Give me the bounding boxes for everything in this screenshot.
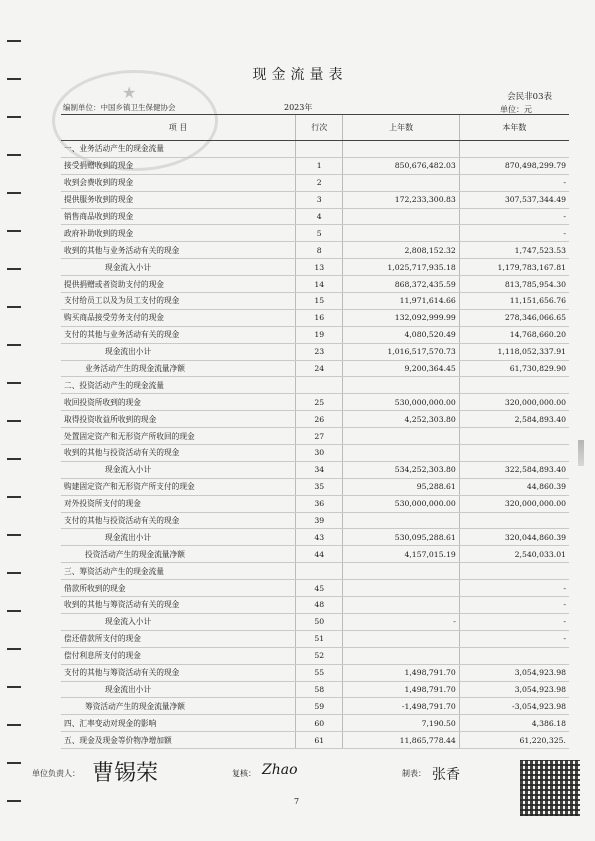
table-row xyxy=(61,191,569,208)
row-line-number: 27 xyxy=(296,428,343,445)
row-item: 偿付利息所支付的现金 xyxy=(61,647,296,664)
row-cur-amount: 320,000,000.00 xyxy=(459,495,569,512)
organization-label: 编制单位：中国乡镇卫生保健协会 xyxy=(63,103,176,112)
row-line-number: 14 xyxy=(296,276,343,293)
binding-mark xyxy=(7,572,21,574)
row-line-number xyxy=(296,141,343,158)
row-cur-amount: -3,054,923.98 xyxy=(459,698,569,715)
leader-label: 单位负责人： xyxy=(32,769,80,778)
row-line-number: 24 xyxy=(296,360,343,377)
row-line-number: 13 xyxy=(296,259,343,276)
table-row xyxy=(61,411,569,428)
row-prev-amount xyxy=(343,377,460,394)
table-row xyxy=(61,377,569,394)
row-line-number: 3 xyxy=(296,191,343,208)
binding-mark xyxy=(7,116,21,118)
binding-mark xyxy=(7,686,21,688)
row-prev-amount: 530,000,000.00 xyxy=(343,495,460,512)
row-prev-amount xyxy=(343,225,460,242)
row-prev-amount: 4,080,520.49 xyxy=(343,326,460,343)
row-prev-amount: 4,157,015.19 xyxy=(343,546,460,563)
binding-mark xyxy=(7,610,21,612)
table-row xyxy=(61,293,569,310)
row-item: 收到的其他与业务活动有关的现金 xyxy=(61,242,296,259)
row-cur-amount: 61,730,829.90 xyxy=(459,360,569,377)
row-item: 支付给员工以及为员工支付的现金 xyxy=(61,293,296,310)
table-row xyxy=(61,664,569,681)
table-row xyxy=(61,630,569,647)
row-line-number: 23 xyxy=(296,343,343,360)
table-row xyxy=(61,546,569,563)
row-cur-amount xyxy=(459,445,569,462)
row-item: 四、汇率变动对现金的影响 xyxy=(61,715,296,732)
row-cur-amount xyxy=(459,647,569,664)
row-line-number: 52 xyxy=(296,647,343,664)
binding-mark xyxy=(7,762,21,764)
scan-artifact xyxy=(578,440,584,466)
row-prev-amount xyxy=(343,580,460,597)
table-row xyxy=(61,698,569,715)
row-line-number: 50 xyxy=(296,613,343,630)
report-year: 2023年 xyxy=(284,103,313,112)
binding-mark xyxy=(7,458,21,460)
row-item: 偿还借款所支付的现金 xyxy=(61,630,296,647)
table-row xyxy=(61,174,569,191)
table-row xyxy=(61,276,569,293)
column-header-line: 行次 xyxy=(296,115,343,141)
row-prev-amount xyxy=(343,597,460,614)
table-row xyxy=(61,478,569,495)
row-prev-amount: 132,092,999.99 xyxy=(343,309,460,326)
row-cur-amount: 813,785,954.30 xyxy=(459,276,569,293)
row-prev-amount: - xyxy=(343,613,460,630)
row-item: 筹资活动产生的现金流量净额 xyxy=(61,698,296,715)
row-item: 接受捐赠收到的现金 xyxy=(61,157,296,174)
binding-mark xyxy=(7,344,21,346)
row-line-number: 55 xyxy=(296,664,343,681)
row-prev-amount: 11,865,778.44 xyxy=(343,732,460,749)
row-cur-amount: 1,179,783,167.81 xyxy=(459,259,569,276)
column-header-prev: 上年数 xyxy=(343,115,460,141)
cash-flow-table xyxy=(61,114,569,749)
row-cur-amount: 4,386.18 xyxy=(459,715,569,732)
row-line-number: 39 xyxy=(296,512,343,529)
row-cur-amount: 14,768,660.20 xyxy=(459,326,569,343)
row-item: 一、业务活动产生的现金流量 xyxy=(61,141,296,158)
row-cur-amount: - xyxy=(459,208,569,225)
row-prev-amount: 530,000,000.00 xyxy=(343,394,460,411)
row-line-number: 58 xyxy=(296,681,343,698)
row-cur-amount: 3,054,923.98 xyxy=(459,664,569,681)
table-row xyxy=(61,495,569,512)
row-cur-amount: 61,220,325. xyxy=(459,732,569,749)
row-line-number: 34 xyxy=(296,461,343,478)
row-cur-amount: - xyxy=(459,225,569,242)
row-prev-amount: 4,252,303.80 xyxy=(343,411,460,428)
binding-mark xyxy=(7,648,21,650)
table-row xyxy=(61,597,569,614)
row-item: 三、筹资活动产生的现金流量 xyxy=(61,563,296,580)
row-item: 提供服务收到的现金 xyxy=(61,191,296,208)
row-item: 现金流出小计 xyxy=(61,343,296,360)
row-prev-amount: 172,233,300.83 xyxy=(343,191,460,208)
row-cur-amount: - xyxy=(459,630,569,647)
row-cur-amount: 278,346,066.65 xyxy=(459,309,569,326)
document-page xyxy=(30,0,590,841)
row-line-number: 61 xyxy=(296,732,343,749)
page-number: 7 xyxy=(294,797,300,806)
row-cur-amount xyxy=(459,377,569,394)
table-header-row xyxy=(61,115,569,141)
row-item: 现金流入小计 xyxy=(61,613,296,630)
binding-mark xyxy=(7,382,21,384)
row-item: 购建固定资产和无形资产所支付的现金 xyxy=(61,478,296,495)
table-row xyxy=(61,681,569,698)
row-item: 收到会费收到的现金 xyxy=(61,174,296,191)
row-cur-amount: 322,584,893.40 xyxy=(459,461,569,478)
row-line-number xyxy=(296,377,343,394)
row-line-number: 36 xyxy=(296,495,343,512)
row-line-number: 2 xyxy=(296,174,343,191)
row-line-number: 25 xyxy=(296,394,343,411)
row-item: 收到的其他与筹资活动有关的现金 xyxy=(61,597,296,614)
table-row xyxy=(61,326,569,343)
row-prev-amount xyxy=(343,563,460,580)
row-prev-amount: 530,095,288.61 xyxy=(343,529,460,546)
row-item: 现金流入小计 xyxy=(61,259,296,276)
row-cur-amount: 307,537,344.49 xyxy=(459,191,569,208)
reviewer-signature: Zhao xyxy=(262,762,298,778)
row-prev-amount: 1,498,791.70 xyxy=(343,664,460,681)
row-cur-amount: 1,747,523.53 xyxy=(459,242,569,259)
row-cur-amount: - xyxy=(459,174,569,191)
binding-mark xyxy=(7,724,21,726)
row-prev-amount xyxy=(343,630,460,647)
row-item: 现金流出小计 xyxy=(61,681,296,698)
row-cur-amount xyxy=(459,141,569,158)
row-prev-amount xyxy=(343,174,460,191)
row-cur-amount: - xyxy=(459,597,569,614)
row-line-number: 8 xyxy=(296,242,343,259)
row-item: 政府补助收到的现金 xyxy=(61,225,296,242)
table-row xyxy=(61,428,569,445)
row-line-number: 51 xyxy=(296,630,343,647)
maker-label: 制表： xyxy=(402,769,426,778)
row-prev-amount: 2,808,152.32 xyxy=(343,242,460,259)
table-row xyxy=(61,343,569,360)
row-cur-amount: 870,498,299.79 xyxy=(459,157,569,174)
row-prev-amount: 9,200,364.45 xyxy=(343,360,460,377)
row-cur-amount: - xyxy=(459,613,569,630)
row-item: 支付的其他与筹资活动有关的现金 xyxy=(61,664,296,681)
table-row xyxy=(61,580,569,597)
row-item: 二、投资活动产生的现金流量 xyxy=(61,377,296,394)
row-item: 借款所收到的现金 xyxy=(61,580,296,597)
maker-signature: 张香 xyxy=(432,767,460,783)
row-line-number: 43 xyxy=(296,529,343,546)
row-prev-amount: 1,498,791.70 xyxy=(343,681,460,698)
table-row xyxy=(61,563,569,580)
row-prev-amount xyxy=(343,208,460,225)
row-prev-amount: 534,252,303.80 xyxy=(343,461,460,478)
table-row xyxy=(61,259,569,276)
row-item: 提供捐赠或者资助支付的现金 xyxy=(61,276,296,293)
row-cur-amount xyxy=(459,563,569,580)
row-prev-amount: 7,190.50 xyxy=(343,715,460,732)
row-prev-amount: 868,372,435.59 xyxy=(343,276,460,293)
binding-mark xyxy=(7,78,21,80)
table-row xyxy=(61,529,569,546)
currency-unit: 单位：元 xyxy=(500,105,532,114)
row-cur-amount: 2,584,893.40 xyxy=(459,411,569,428)
binding-mark xyxy=(7,306,21,308)
row-item: 投资活动产生的现金流量净额 xyxy=(61,546,296,563)
leader-signature: 曹锡荣 xyxy=(92,761,159,786)
column-header-item: 项 目 xyxy=(61,115,296,141)
seal-star-icon: ★ xyxy=(122,83,137,102)
row-item: 支付的其他与投资活动有关的现金 xyxy=(61,512,296,529)
row-cur-amount: 320,000,000.00 xyxy=(459,394,569,411)
binding-mark xyxy=(7,192,21,194)
row-cur-amount: 11,151,656.76 xyxy=(459,293,569,310)
table-row xyxy=(61,208,569,225)
binding-mark xyxy=(7,230,21,232)
row-prev-amount xyxy=(343,428,460,445)
row-prev-amount: 1,016,517,570.73 xyxy=(343,343,460,360)
form-number: 会民非03表 xyxy=(507,92,552,102)
row-line-number: 35 xyxy=(296,478,343,495)
table-row xyxy=(61,360,569,377)
table-row xyxy=(61,512,569,529)
row-item: 取得投资收益所收到的现金 xyxy=(61,411,296,428)
reviewer-label: 复核： xyxy=(232,769,256,778)
row-cur-amount: - xyxy=(459,580,569,597)
row-cur-amount xyxy=(459,512,569,529)
row-item: 购买商品接受劳务支付的现金 xyxy=(61,309,296,326)
row-item: 处置固定资产和无形资产所收回的现金 xyxy=(61,428,296,445)
table-row xyxy=(61,445,569,462)
row-prev-amount: 850,676,482.03 xyxy=(343,157,460,174)
table-row xyxy=(61,647,569,664)
binding-margin xyxy=(0,0,26,841)
page-title: 现金流量表 xyxy=(252,67,348,83)
table-row xyxy=(61,242,569,259)
row-cur-amount: 320,044,860.39 xyxy=(459,529,569,546)
row-line-number: 26 xyxy=(296,411,343,428)
row-line-number: 1 xyxy=(296,157,343,174)
row-line-number: 60 xyxy=(296,715,343,732)
row-item: 销售商品收到的现金 xyxy=(61,208,296,225)
table-row xyxy=(61,613,569,630)
table-row xyxy=(61,225,569,242)
row-prev-amount: 11,971,614.66 xyxy=(343,293,460,310)
binding-mark xyxy=(7,800,21,802)
table-row xyxy=(61,732,569,749)
binding-mark xyxy=(7,40,21,42)
table-row xyxy=(61,461,569,478)
row-prev-amount xyxy=(343,445,460,462)
row-item: 对外投资所支付的现金 xyxy=(61,495,296,512)
binding-mark xyxy=(7,268,21,270)
row-cur-amount: 44,860.39 xyxy=(459,478,569,495)
binding-mark xyxy=(7,534,21,536)
row-prev-amount: 1,025,717,935.18 xyxy=(343,259,460,276)
row-item: 收到的其他与投资活动有关的现金 xyxy=(61,445,296,462)
row-line-number: 44 xyxy=(296,546,343,563)
table-row xyxy=(61,141,569,158)
row-item: 五、现金及现金等价物净增加额 xyxy=(61,732,296,749)
row-item: 业务活动产生的现金流量净额 xyxy=(61,360,296,377)
row-cur-amount xyxy=(459,428,569,445)
row-line-number: 45 xyxy=(296,580,343,597)
row-line-number: 4 xyxy=(296,208,343,225)
binding-mark xyxy=(7,154,21,156)
row-prev-amount xyxy=(343,141,460,158)
row-item: 现金流出小计 xyxy=(61,529,296,546)
row-line-number: 16 xyxy=(296,309,343,326)
qr-code xyxy=(520,760,580,816)
row-line-number: 48 xyxy=(296,597,343,614)
table-row xyxy=(61,394,569,411)
row-cur-amount: 1,118,052,337.91 xyxy=(459,343,569,360)
row-line-number xyxy=(296,563,343,580)
row-cur-amount: 3,054,923.98 xyxy=(459,681,569,698)
row-line-number: 15 xyxy=(296,293,343,310)
row-line-number: 19 xyxy=(296,326,343,343)
row-line-number: 59 xyxy=(296,698,343,715)
row-item: 现金流入小计 xyxy=(61,461,296,478)
row-item: 支付的其他与业务活动有关的现金 xyxy=(61,326,296,343)
row-prev-amount xyxy=(343,647,460,664)
row-item: 收回投资所收到的现金 xyxy=(61,394,296,411)
binding-mark xyxy=(7,420,21,422)
binding-mark xyxy=(7,496,21,498)
row-cur-amount: 2,540,033.01 xyxy=(459,546,569,563)
row-prev-amount: -1,498,791.70 xyxy=(343,698,460,715)
table-row xyxy=(61,157,569,174)
column-header-cur: 本年数 xyxy=(459,115,569,141)
row-prev-amount xyxy=(343,512,460,529)
row-line-number: 5 xyxy=(296,225,343,242)
row-prev-amount: 95,288.61 xyxy=(343,478,460,495)
row-line-number: 30 xyxy=(296,445,343,462)
table-row xyxy=(61,715,569,732)
table-row xyxy=(61,309,569,326)
